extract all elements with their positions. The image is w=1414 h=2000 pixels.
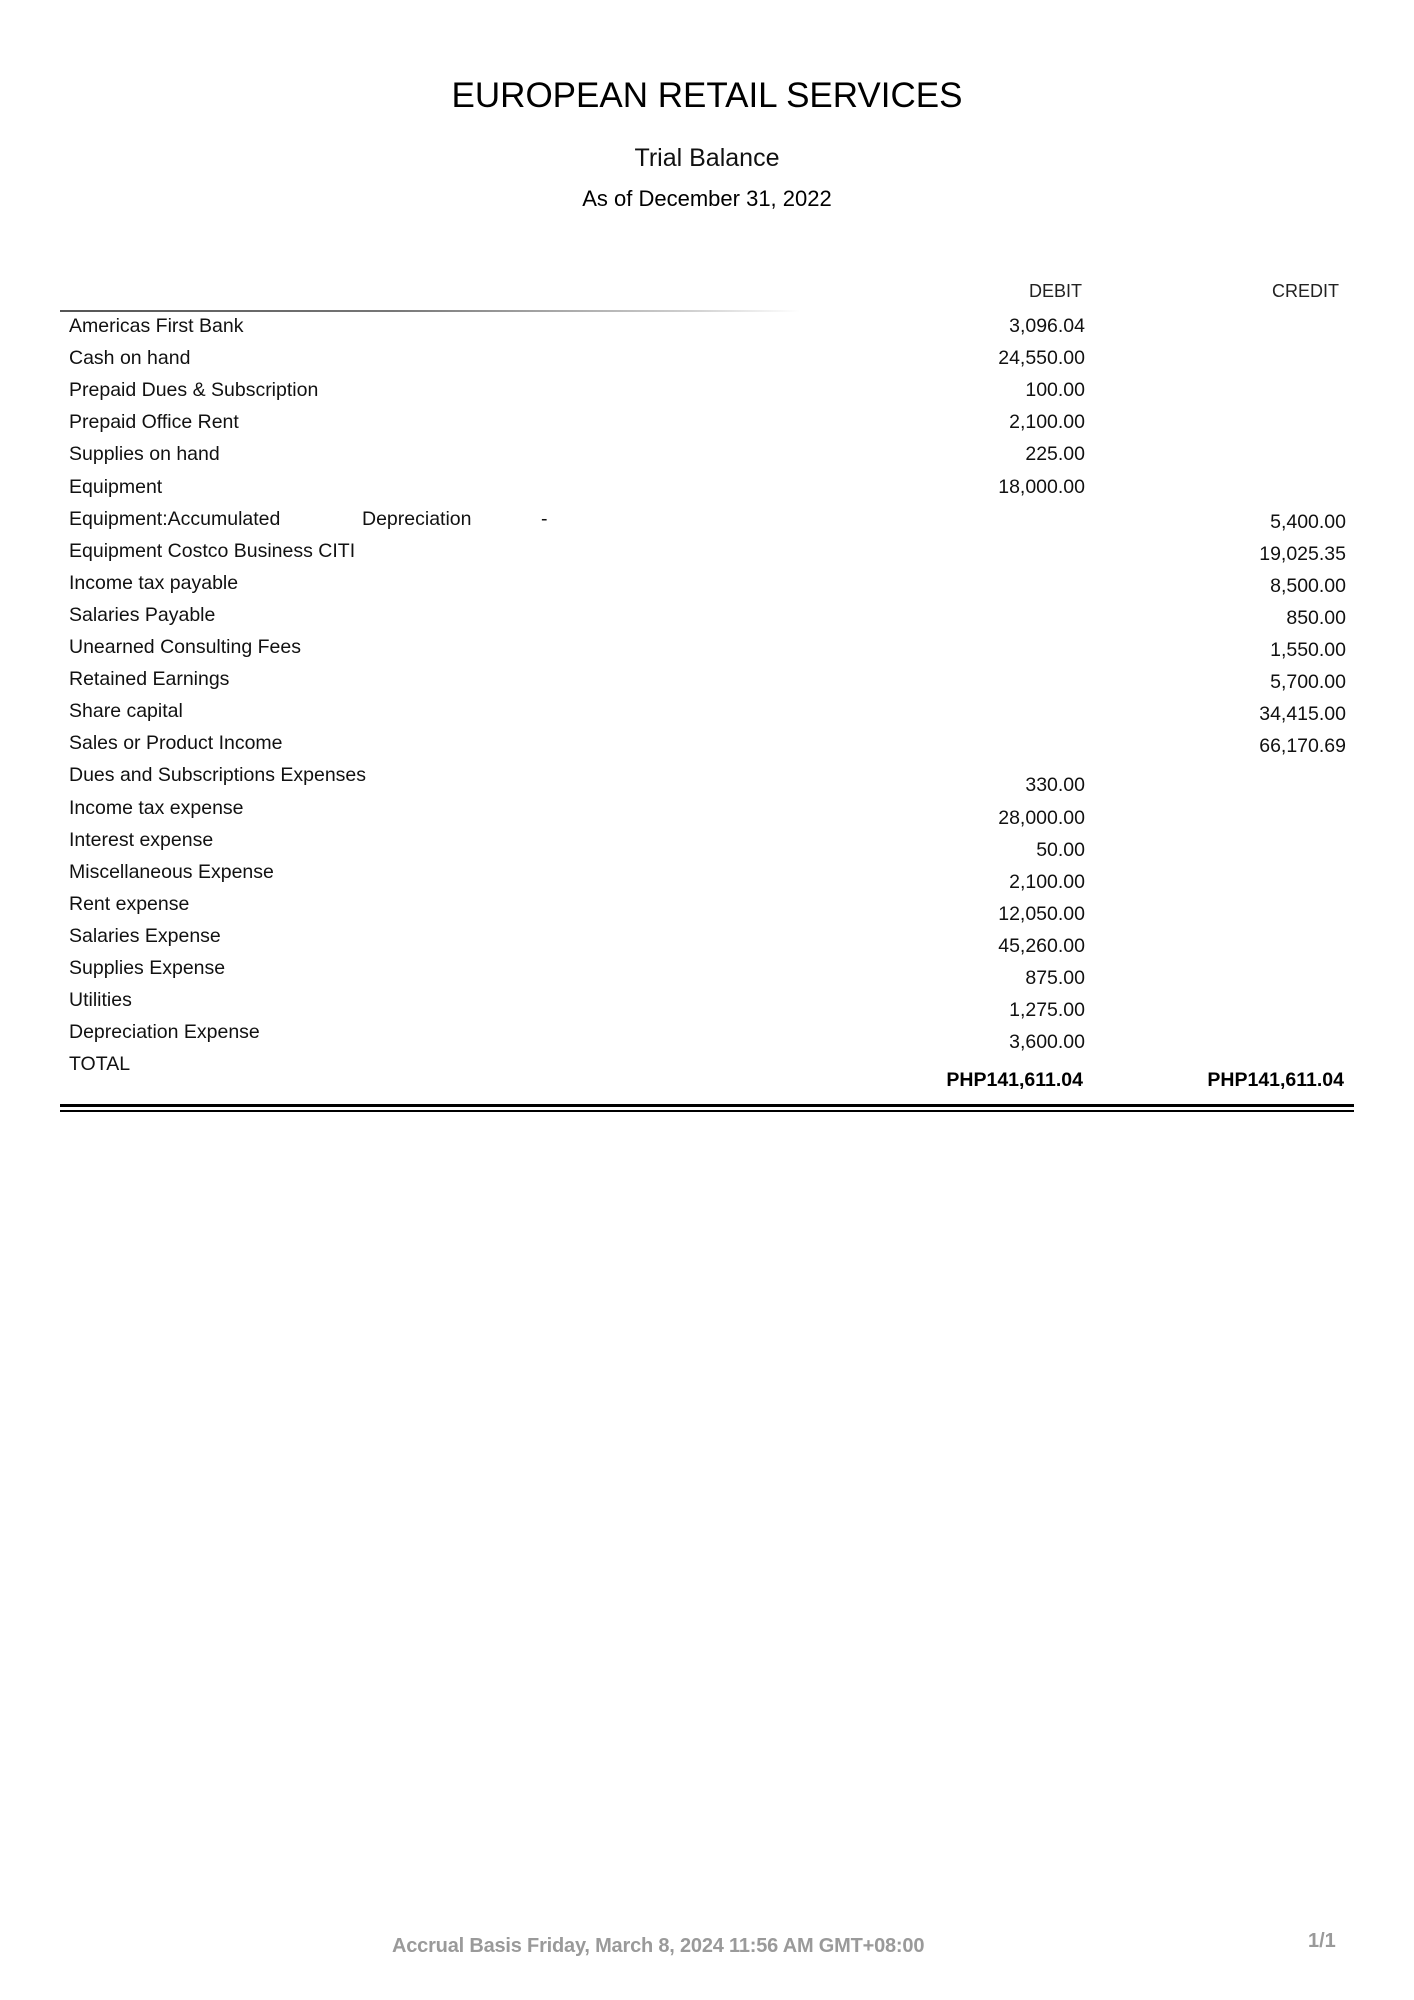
credit-column-header: CREDIT xyxy=(1272,281,1339,301)
debit-amount: 2,100.00 xyxy=(1009,411,1085,434)
credit-amount: 19,025.35 xyxy=(1259,542,1346,565)
debit-amount: 3,096.04 xyxy=(1009,315,1085,337)
report-title: Trial Balance xyxy=(634,144,780,172)
account-name: Income tax payable xyxy=(69,571,239,594)
credit-amount: 5,700.00 xyxy=(1270,671,1346,694)
account-name: Salaries Payable xyxy=(69,603,216,626)
debit-amount: 45,260.00 xyxy=(998,934,1085,957)
account-name: Equipment xyxy=(69,475,163,498)
total-debit: PHP141,611.04 xyxy=(946,1069,1083,1091)
company-name: EUROPEAN RETAIL SERVICES xyxy=(451,76,963,115)
report-date: As of December 31, 2022 xyxy=(582,186,832,211)
credit-amount: 66,170.69 xyxy=(1259,735,1346,758)
debit-amount: 100.00 xyxy=(1025,379,1085,402)
total-double-rule-top xyxy=(60,1104,1354,1107)
account-name: Unearned Consulting Fees xyxy=(69,636,301,658)
account-name: Depreciation Expense xyxy=(69,1021,260,1044)
account-name: Sales or Product Income xyxy=(69,732,283,755)
account-name: Utilities xyxy=(69,989,132,1012)
account-name: Dues and Subscriptions Expenses xyxy=(69,764,367,787)
account-name-part: Depreciation xyxy=(362,507,472,530)
credit-amount: 34,415.00 xyxy=(1259,703,1346,726)
total-label: TOTAL xyxy=(69,1053,131,1076)
debit-amount: 875.00 xyxy=(1025,967,1085,989)
debit-amount: 12,050.00 xyxy=(998,902,1085,925)
credit-amount: 5,400.00 xyxy=(1270,510,1346,533)
debit-amount: 2,100.00 xyxy=(1009,870,1085,893)
account-name: Supplies Expense xyxy=(69,957,226,979)
account-name: Prepaid Dues & Subscription xyxy=(69,379,319,402)
account-name: Supplies on hand xyxy=(69,443,220,466)
debit-amount: 28,000.00 xyxy=(998,806,1085,829)
account-name: Retained Earnings xyxy=(69,668,230,691)
debit-amount: 225.00 xyxy=(1025,443,1085,466)
total-credit: PHP141,611.04 xyxy=(1207,1069,1344,1091)
debit-amount: 1,275.00 xyxy=(1009,999,1085,1022)
account-name: Prepaid Office Rent xyxy=(69,411,239,434)
account-name: Equipment:Accumulated xyxy=(69,507,281,530)
account-name: Americas First Bank xyxy=(69,315,244,337)
account-name: Income tax expense xyxy=(69,796,244,819)
credit-amount: 8,500.00 xyxy=(1270,574,1346,597)
footer-basis-timestamp: Accrual Basis Friday, March 8, 2024 11:56 AM GMT+08:00 xyxy=(392,1935,925,1957)
account-name: Salaries Expense xyxy=(69,924,221,947)
debit-amount: 3,600.00 xyxy=(1009,1031,1085,1054)
account-name: Miscellaneous Expense xyxy=(69,860,274,883)
total-double-rule-bottom xyxy=(60,1110,1354,1112)
credit-amount: 1,550.00 xyxy=(1270,639,1346,661)
debit-amount: 24,550.00 xyxy=(998,347,1085,370)
account-name: Interest expense xyxy=(69,828,214,851)
debit-amount: 330.00 xyxy=(1025,774,1085,797)
account-name: Cash on hand xyxy=(69,347,191,370)
account-name: Share capital xyxy=(69,700,183,723)
account-name: Rent expense xyxy=(69,892,190,915)
account-name: Equipment Costco Business CITI xyxy=(69,539,356,562)
debit-amount: 50.00 xyxy=(1036,838,1085,861)
debit-amount: 18,000.00 xyxy=(998,475,1085,498)
credit-amount: 850.00 xyxy=(1286,606,1346,629)
page-number: 1/1 xyxy=(1308,1930,1336,1952)
account-name-part: - xyxy=(541,507,548,530)
debit-column-header: DEBIT xyxy=(1028,281,1082,301)
header-divider xyxy=(60,310,800,312)
